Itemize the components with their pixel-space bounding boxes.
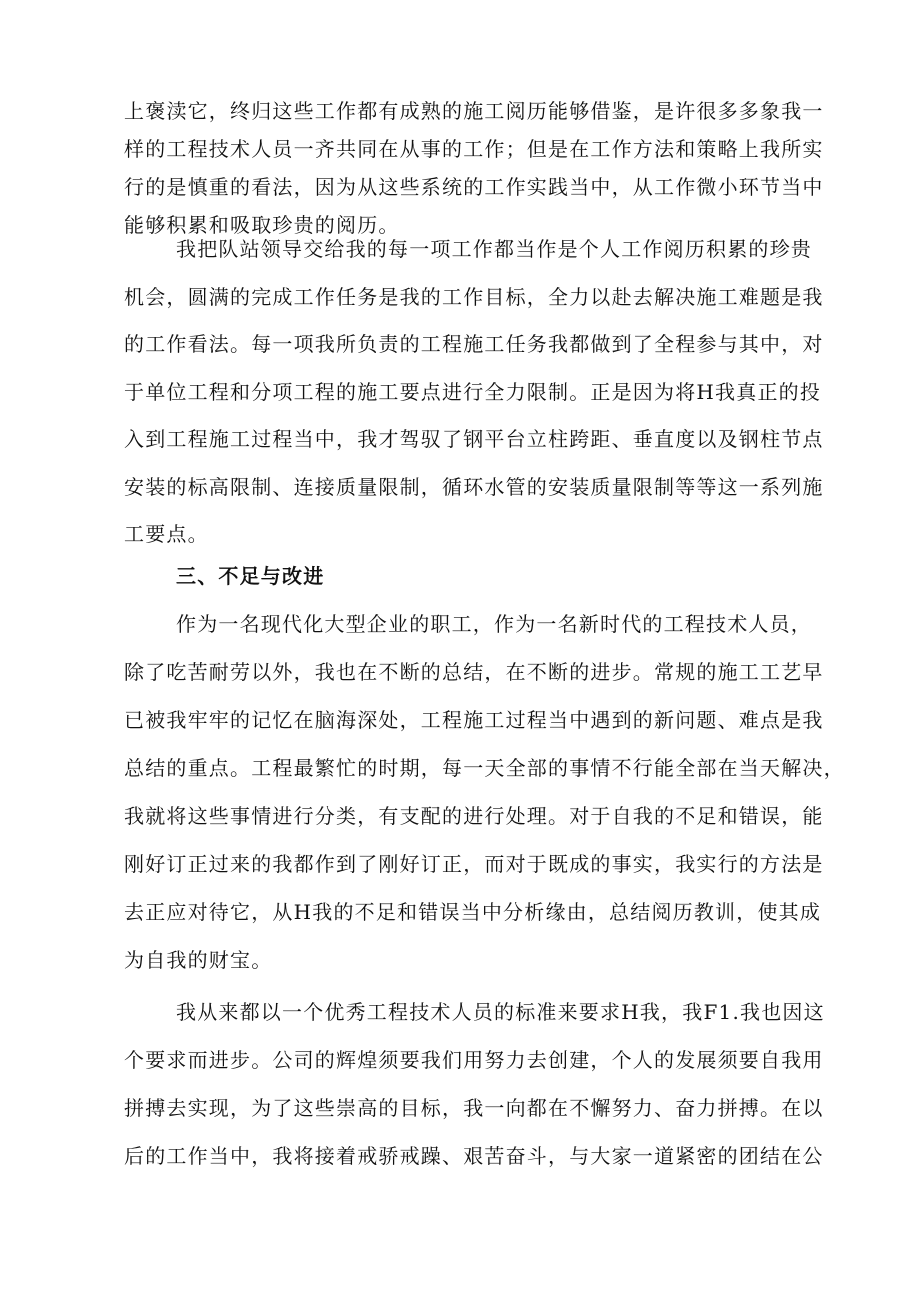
text-line: 为自我的财宝。	[124, 948, 273, 972]
text-line: 除了吃苦耐劳以外，我也在不断的总结，在不断的进步。常规的施工工艺早	[124, 660, 824, 684]
paragraph-standards	[124, 988, 825, 1180]
text-line: 安装的标高限制、连接质量限制，循环水管的安装质量限制等等这一系列施	[124, 474, 824, 499]
text-line: 的工作看法。每一项我所负责的工程施工任务我都做到了全程参与其中，对	[124, 332, 824, 356]
text-line: 去正应对待它，从H我的不足和错误当中分析缘由，总结阅历教训，使其成	[124, 900, 822, 924]
text-line: 个要求而进步。公司的辉煌须要我们用努力去创建，个人的发展须要自我用	[124, 1048, 824, 1072]
text-line: 我从来都以一个优秀工程技术人员的标准来要求H我，我F1.我也因这	[176, 1000, 825, 1024]
text-line: 入到工程施工过程当中，我才驾驭了钢平台立柱跨距、垂直度以及钢柱节点	[124, 427, 824, 451]
text-line: 作为一名现代化大型企业的职工，作为一名新时代的工程技术人员，	[176, 612, 812, 636]
text-line: 已被我牢牢的记忆在脑海深处，工程施工过程当中遇到的新问题、难点是我	[124, 708, 824, 732]
text-line: 工要点。	[124, 522, 209, 546]
text-line: 后的工作当中，我将接着戒骄戒躁、艰苦奋斗，与大家一道紧密的团结在公	[124, 1144, 824, 1168]
text-line: 我把队站领导交给我的每一项工作都当作是个人工作阅历积累的珍贵	[176, 237, 812, 261]
paragraph-work-attitude	[124, 226, 824, 559]
text-line: 拼搏去实现，为了这些崇高的目标，我一向都在不懈努力、奋力拼搏。在以	[124, 1096, 824, 1120]
text-line: 刚好订正过来的我都作到了刚好订正，而对于既成的事实，我实行的方法是	[124, 852, 824, 876]
text-line: 机会，圆满的完成工作任务是我的工作目标，全力以赴去解决施工难题是我	[124, 284, 824, 309]
section-heading: 三、不足与改进	[176, 564, 325, 588]
text-line: 行的是慎重的看法，因为从这些系统的工作实践当中，从工作微小环节当中	[124, 175, 824, 199]
text-line: 于单位工程和分项工程的施工要点进行全力限制。正是因为将H我真正的投	[124, 379, 822, 404]
text-line: 总结的重点。工程最繁忙的时期，每一天全部的事情不行能全部在当天解决，	[124, 756, 845, 780]
text-line: 我就将这些事情进行分类，有支配的进行处理。对于自我的不足和错误，能	[124, 804, 824, 828]
text-line: 上褒渎它，终归这些工作都有成熟的施工阅历能够借鉴，是许很多多象我一	[124, 99, 824, 123]
text-line: 样的工程技术人员一齐共同在从事的工作；但是在工作方法和策略上我所实	[124, 137, 824, 161]
text-line: 能够积累和吸取珍贵的阅历。	[124, 213, 400, 237]
paragraph-continued	[124, 92, 824, 244]
paragraph-summary	[124, 600, 845, 984]
